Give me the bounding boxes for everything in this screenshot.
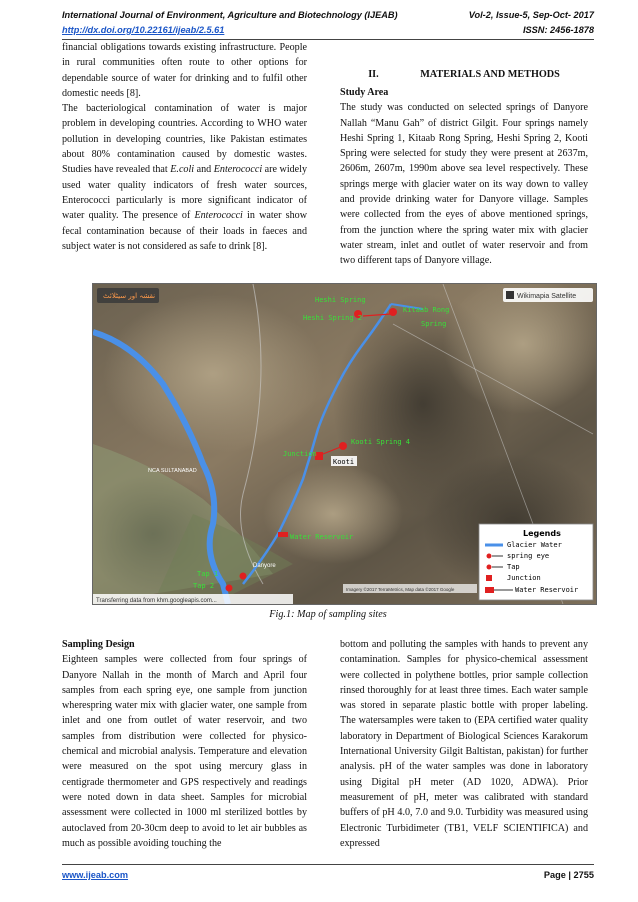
layers-icon [506, 291, 514, 299]
legend-item-1: Glacier Water [507, 541, 562, 549]
legend-item-4: Junction [507, 574, 541, 582]
study-area-text: The study was conducted on selected springs of Danyore Nallah “Manu Gah” of district Gilgit. Four springs namely Heshi Spring 1, Kitaab Rong Spring, Heshi Spring 2, Kooti Spring were selected for study they were present at 2637m, 2606m, 2607m, 1990m above sea level respectively. These springs merge with glacier water on its way down to valley and provide drinking water for Danyore village. Samples were collected from the eyes of above mentioned springs, from the junction where the spring water mix with glacier water stream, inlet and outlet of water reservoir and from two different taps of Danyore village. [340, 102, 588, 267]
map-legend [479, 524, 593, 600]
paragraph-infrastructure: financial obligations towards existing infrastructure. People in rural communities often route to other options for dependable source of water for drinking and to fulfil other domestic needs [8]. [62, 42, 307, 99]
label-tap2: Tap 2 [193, 582, 215, 590]
section-heading [340, 69, 588, 80]
map-logo-text: نقشہ اور سیٹلائٹ [103, 292, 156, 300]
enterococci-term-2: Enterococci [194, 210, 243, 222]
legend-tap-icon [487, 565, 492, 570]
section-number: II. [368, 69, 379, 80]
label-tap1: Tap 1 [197, 570, 219, 578]
kooti-spring-marker[interactable] [339, 442, 347, 450]
label-kitaab-rong: Kitaab Rong [403, 306, 450, 314]
label-junction: Junction [283, 450, 317, 458]
label-heshi-spring: Heshi Spring [315, 296, 366, 304]
tap2-marker[interactable] [226, 585, 233, 592]
right-column-top [340, 85, 588, 269]
label-danyore: Danyore [253, 563, 276, 569]
legend-item-3: Tap [507, 563, 520, 571]
issue-info: Vol-2, Issue-5, Sep-Oct- 2017 [468, 10, 594, 20]
footer-rule [62, 864, 594, 865]
journal-title: International Journal of Environment, Agriculture and Biotechnology (IJEAB) [62, 10, 398, 20]
paragraph-contamination: The bacteriological contamination of water is major problem in developing countries. According to WHO water pollution in developing countries, like Pakistan estimates about 80% contamination caused by domestic wastes. Studies have revealed that E.coli and Enterococci are widely used water quality indicators of fresh water sources, Enterococci particularly is more significant indicator of water quality. The presence of Enterococci in water show fecal contamination because of their loads in faeces and subject water is not considered as safe to drink [8]. [62, 103, 307, 252]
legend-reservoir-icon [485, 587, 494, 593]
sampling-design-heading: Sampling Design [62, 639, 135, 650]
legend-title: Legends [523, 529, 561, 538]
issn: ISSN: 2456-1878 [523, 25, 594, 35]
wikimapia-label: Wikimapia Satellite [517, 293, 577, 300]
legend-junction-icon [486, 575, 492, 581]
label-nca: NCA SULTANABAD [148, 468, 197, 474]
section-title: MATERIALS AND METHODS [420, 69, 560, 80]
running-header [62, 10, 594, 20]
journal-website-link[interactable]: www.ijeab.com [62, 870, 129, 880]
label-kooti-spring: Kooti Spring 4 [351, 438, 411, 446]
reservoir-marker[interactable] [278, 532, 288, 537]
legend-item-2: spring eye [507, 552, 550, 560]
map-attribution: Imagery ©2017 TerraMetrics, Map data ©2017 Google [346, 587, 455, 592]
left-column-bottom [62, 637, 307, 851]
label-spring: Spring [421, 320, 447, 328]
study-area-heading: Study Area [340, 87, 389, 98]
kitaab-rong-marker[interactable] [389, 308, 397, 316]
tap1-marker[interactable] [240, 573, 247, 580]
legend-spring-icon [487, 554, 492, 559]
doi-link[interactable]: http://dx.doi.org/10.22161/ijeab/2.5.61 [62, 25, 225, 35]
analysis-text: bottom and polluting the samples with hands to prevent any contamination. Samples for physico-chemical assessment were collected in polythene bottles, prior sample collection rinsed thoroughly for at least three times. Each water sample was stored in separate plastic bottle with proper labeling. The watersamples were taken to (EPA certified water quality laboratory in Department of Biological Sciences Karakorum International University Gilgit Baltistan, pakistan) for further analysis. pH of the water samples was done in laboratory using Digital pH meter (AD 1020, ADWA). Prior measurement of pH, meter was calibrated with standard buffers of pH 4.0, 7.0 and 9.0. Turbidity was measured using Electronic Turbidimeter (TB1, VELF SCIENTIFICA) and expressed [340, 639, 588, 849]
label-reservoir: Water Reservoir [290, 533, 354, 541]
figure-caption: Fig.1: Map of sampling sites [269, 609, 387, 620]
page-footer [62, 870, 594, 880]
ecoli-term: E.coli [170, 164, 195, 176]
sampling-map [92, 283, 597, 605]
legend-item-5: Water Reservoir [515, 586, 579, 594]
map-status: Transferring data from khm.googleapis.com... [96, 598, 217, 604]
left-column-top [62, 40, 307, 254]
right-column-bottom [340, 637, 588, 851]
label-kooti: Kooti [333, 458, 355, 466]
page-number: Page | 2755 [543, 870, 594, 880]
sampling-design-text: Eighteen samples were collected from four springs of Danyore Nallah in the month of March and April four samples from each spring eye, one sample from junction wherespring water mix with glacier water, one sample from inlet and one from outlet of water reservoir, and two samples from distribution were collected for physico-chemical and microbial analysis. Temperature and elevation were measured on the spot using mercury glass in centigrade thermometer and GPS respectively and readings were noted down in data sheet. Samples for microbial assessment were collected in 1000 ml sterilized bottles by autoclaved from 20-30cm deep to avoid to let air bubbles as much as possible avoiding touching the [62, 654, 307, 849]
label-heshi-spring-2: Heshi Spring 2 [303, 314, 363, 322]
enterococci-term: Enterococci [213, 164, 263, 176]
doi-row [62, 25, 594, 35]
